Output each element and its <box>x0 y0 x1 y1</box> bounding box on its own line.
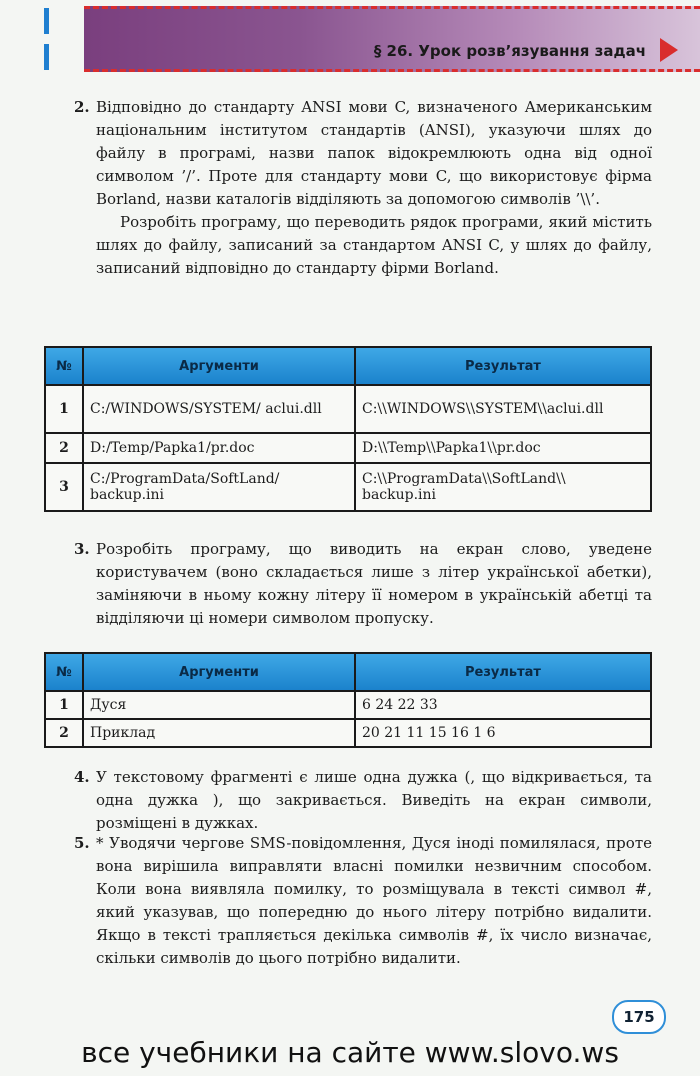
col-number: № <box>45 653 83 691</box>
task-number: 5. <box>74 834 90 852</box>
task-3-text: Розробіть програму, що виводить на екран слово, уведене користувачем (воно складається лише з літер української абетки), заміняючи в ньому кожну літеру її номером в українській абетці та відділяючи ці номери символом пропуску. <box>96 540 652 627</box>
row-number: 3 <box>45 463 83 511</box>
row-number: 2 <box>45 719 83 747</box>
row-result: 20 21 11 15 16 1 6 <box>355 719 651 747</box>
arrow-icon <box>660 38 678 62</box>
col-arguments: Аргументи <box>83 347 355 385</box>
task-5-text: * Уводячи чергове SMS-повідомлення, Дуся іноді помилялася, проте вона вирішила виправляти власні помилки незвичним способом. Коли вона виявляла помилку, то розміщувала в тексті символ #, який указував, що попередню до нього літеру потрібно видалити. Якщо в тексті трапляється декілька символів #, їх число визначає, скільки символів до цього потрібно видалити. <box>96 834 652 967</box>
footer-banner: все учебники на сайте www.slovo.ws <box>81 1036 619 1069</box>
page-number: 175 <box>612 1000 666 1034</box>
col-result: Результат <box>355 653 651 691</box>
row-argument: C:/ProgramData/SoftLand/ backup.ini <box>83 463 355 511</box>
task-4 <box>74 766 652 835</box>
left-margin-marker <box>44 44 49 70</box>
row-argument: Дуся <box>83 691 355 719</box>
col-result: Результат <box>355 347 651 385</box>
header-band <box>84 6 700 72</box>
row-number: 1 <box>45 385 83 433</box>
row-result: C:\\WINDOWS\\SYSTEM\\aclui.dll <box>355 385 651 433</box>
row-result: C:\\ProgramData\\SoftLand\\ backup.ini <box>355 463 651 511</box>
col-arguments: Аргументи <box>83 653 355 691</box>
row-argument: D:/Temp/Papka1/pr.doc <box>83 433 355 463</box>
table-2 <box>44 652 652 748</box>
table-header-row <box>45 347 651 385</box>
row-result: 6 24 22 33 <box>355 691 651 719</box>
row-result: D:\\Temp\\Papka1\\pr.doc <box>355 433 651 463</box>
task-5 <box>74 832 652 970</box>
table-row <box>45 385 651 433</box>
table-row <box>45 463 651 511</box>
row-number: 1 <box>45 691 83 719</box>
table-row <box>45 433 651 463</box>
row-argument: Приклад <box>83 719 355 747</box>
col-number: № <box>45 347 83 385</box>
task-2 <box>74 96 652 280</box>
left-margin-marker <box>44 8 49 34</box>
task-4-text: У текстовому фрагменті є лише одна дужка (, що відкривається, та одна дужка ), що закривається. Виведіть на екран символи, розміщені в дужках. <box>96 768 652 832</box>
task-number: 2. <box>74 98 90 116</box>
row-argument: C:/WINDOWS/SYSTEM/ aclui.dll <box>83 385 355 433</box>
table-row <box>45 719 651 747</box>
task-3 <box>74 538 652 630</box>
task-number: 4. <box>74 768 90 786</box>
task-2-paragraph-1: Відповідно до стандарту ANSI мови C, визначеного Американським національним інститутом стандартів (ANSI), указуючи шлях до файлу в програмі, назви папок відокремлюють одна від одної символом ’/’. Проте для стандарту мови C, що використовує фірма Borland, назви каталогів відділяють за допомогою символів ’\\’. <box>96 98 652 208</box>
table-header-row <box>45 653 651 691</box>
table-1 <box>44 346 652 512</box>
task-2-paragraph-2: Розробіть програму, що переводить рядок програми, який містить шлях до файлу, записаний за стандартом ANSI C, у шлях до файлу, записаний відповідно до стандарту фірми Borland. <box>96 213 652 277</box>
table-row <box>45 691 651 719</box>
section-title: § 26. Урок розв’язування задач <box>373 42 646 60</box>
row-number: 2 <box>45 433 83 463</box>
task-number: 3. <box>74 540 90 558</box>
